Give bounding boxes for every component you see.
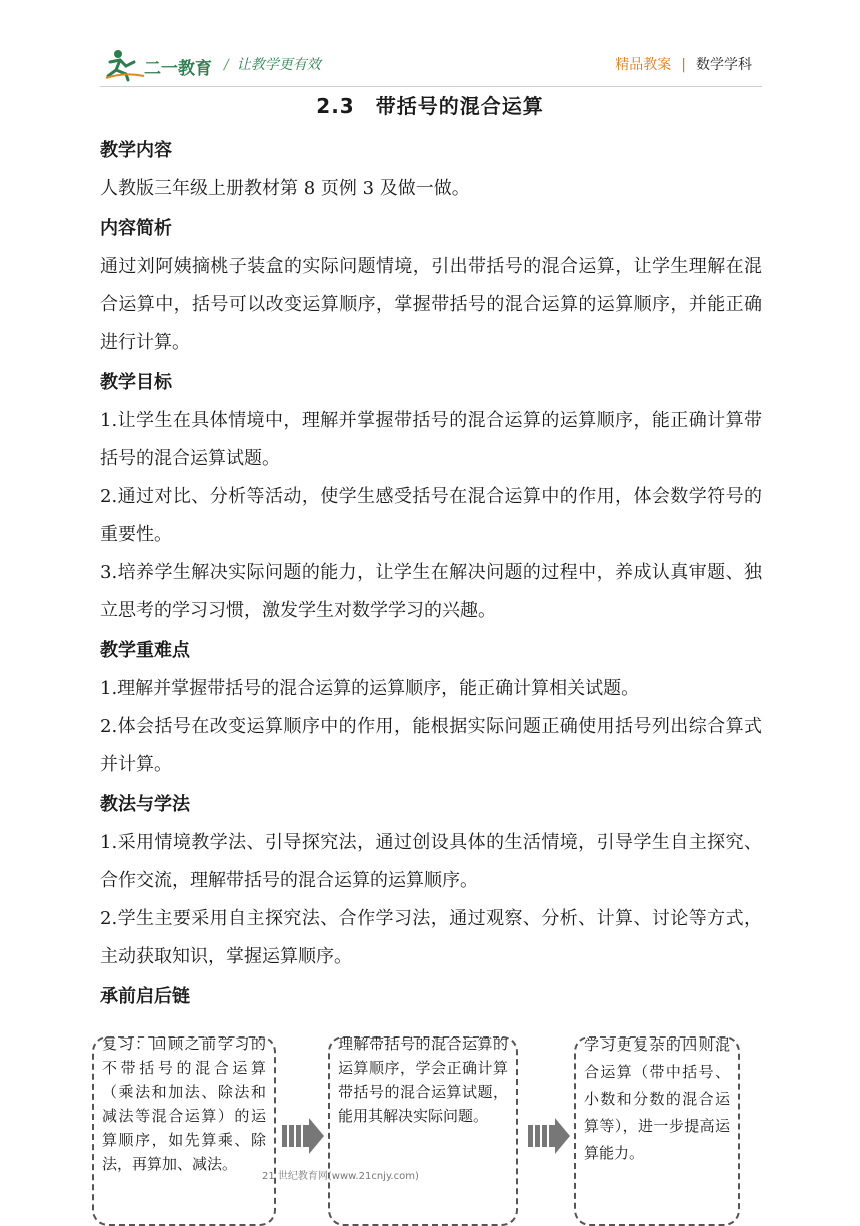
logo-text: 二一教育: [144, 59, 212, 79]
section-heading: 教法与学法: [100, 794, 190, 815]
header-divider: [100, 86, 762, 87]
paragraph: 1.让学生在具体情境中，理解并掌握带括号的混合运算的运算顺序，能正确计算带括号的混合运算试题。: [100, 410, 762, 469]
paragraph: 3.培养学生解决实际问题的能力，让学生在解决问题的过程中，养成认真审题、独立思考的学习习惯，激发学生对数学学习的兴趣。: [100, 562, 762, 621]
section-heading: 承前启后链: [100, 986, 190, 1007]
paragraph: 1.采用情境教学法、引导探究法，通过创设具体的生活情境，引导学生自主探究、合作交流，理解带括号的混合运算的运算顺序。: [100, 832, 762, 891]
flow-box-current: [328, 1036, 518, 1226]
slogan: / 让教学更有效: [224, 57, 321, 73]
right-arrow-icon: [528, 1118, 570, 1154]
paragraph: 2.体会括号在改变运算顺序中的作用，能根据实际问题正确使用括号列出综合算式并计算。: [100, 716, 762, 775]
paragraph: 2.通过对比、分析等活动，使学生感受括号在混合运算中的作用，体会数学符号的重要性。: [100, 486, 762, 545]
tag-subject: 数学学科: [696, 57, 752, 73]
paragraph: 通过刘阿姨摘桃子装盒的实际问题情境，引出带括号的混合运算，让学生理解在混合运算中，括号可以改变运算顺序，掌握带括号的混合运算的运算顺序，并能正确进行计算。: [100, 256, 762, 353]
watermark-text: 21 世纪教育网(www.21cnjy.com): [262, 1171, 419, 1182]
page-header: [100, 44, 762, 84]
section-heading: 内容简析: [100, 218, 172, 239]
section-methods: [100, 786, 762, 976]
flow-box-text: 理解带括号的混合运算的运算顺序，学会正确计算带括号的混合运算试题，能用其解决实际问题。: [338, 1035, 508, 1125]
section-heading: 教学目标: [100, 372, 172, 393]
logo-icon: [104, 48, 214, 82]
tag-jingpin: 精品教案: [615, 57, 672, 73]
flow-box-text: 复习：回顾之前学习的不带括号的混合运算（乘法和加法、除法和减法等混合运算）的运算顺序，如先算乘、除法，再算加、减法。: [102, 1035, 266, 1173]
slogan-text: 让教学更有效: [236, 57, 321, 73]
section-analysis: [100, 210, 762, 362]
header-tags: 精品教案 | 数学学科: [615, 57, 752, 73]
flow-box-next: [574, 1036, 740, 1226]
section-keypoints: [100, 632, 762, 784]
flow-box-text: 学习更复杂的四则混合运算（带中括号、小数和分数的混合运算等），进一步提高运算能力。: [584, 1036, 730, 1162]
learning-chain-diagram: [92, 1036, 752, 1216]
paragraph: 1.理解并掌握带括号的混合运算的运算顺序，能正确计算相关试题。: [100, 678, 640, 699]
section-heading: 教学内容: [100, 140, 172, 161]
flow-box-previous: [92, 1036, 276, 1226]
section-goals: [100, 364, 762, 630]
right-arrow-icon: [282, 1118, 324, 1154]
section-chain: [100, 978, 762, 1016]
section-heading: 教学重难点: [100, 640, 190, 661]
document-body: [100, 130, 762, 1016]
paragraph: 人教版三年级上册教材第 8 页例 3 及做一做。: [100, 178, 470, 199]
paragraph: 2.学生主要采用自主探究法、合作学习法，通过观察、分析、计算、讨论等方式，主动获取知识，掌握运算顺序。: [100, 908, 762, 967]
page-title: 2.3 带括号的混合运算: [316, 94, 544, 118]
section-content: [100, 132, 762, 208]
